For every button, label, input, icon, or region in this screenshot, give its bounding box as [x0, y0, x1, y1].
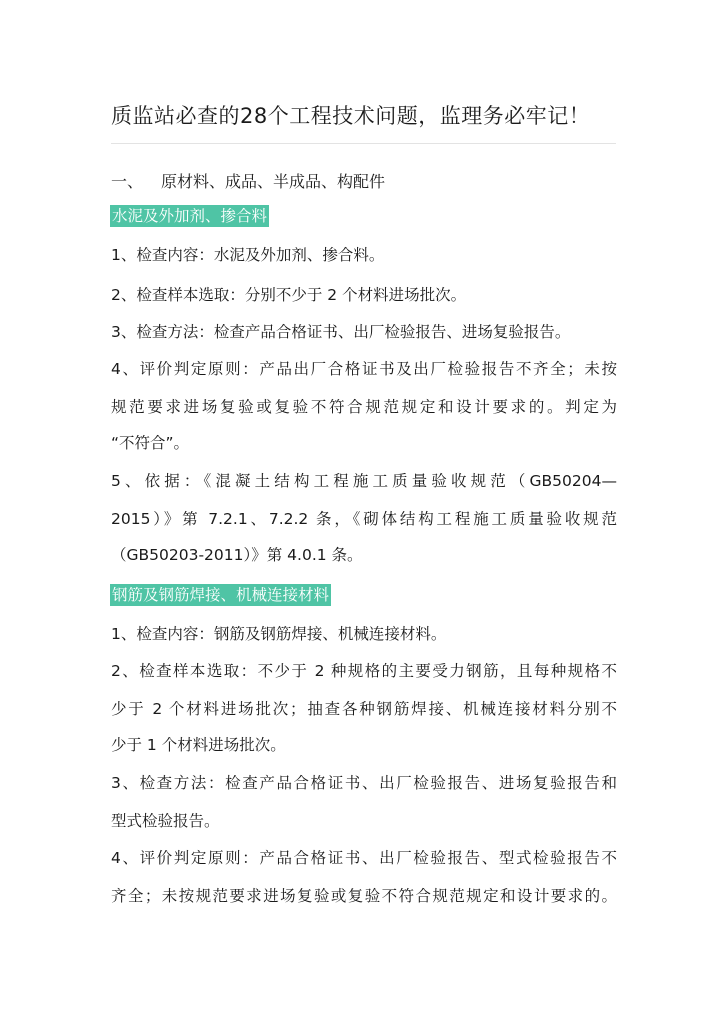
paragraph-line: 3、检查方法：检查产品合格证书、出厂检验报告、进场复验报告。 [111, 323, 571, 341]
paragraph-line: 少于 2 个材料进场批次；抽查各种钢筋焊接、机械连接材料分别不 [111, 700, 617, 718]
paragraph-line: 1、检查内容：水泥及外加剂、掺合料。 [111, 246, 385, 264]
paragraph-line: 2015）》第 7.2.1、7.2.2 条，《砌体结构工程施工质量验收规范 [111, 510, 617, 528]
section-heading [111, 170, 385, 194]
paragraph-line: 3、检查方法：检查产品合格证书、出厂检验报告、进场复验报告和 [111, 774, 617, 792]
paragraph-line: 2、检查样本选取：不少于 2 种规格的主要受力钢筋，且每种规格不 [111, 662, 617, 680]
page-title: 质监站必查的28个工程技术问题，监理务必牢记！ [111, 104, 591, 128]
paragraph-line: 5、依据：《混凝土结构工程施工质量验收规范（GB50204— [111, 472, 617, 490]
paragraph-line: 少于 1 个材料进场批次。 [111, 736, 286, 754]
paragraph-line: 2、检查样本选取：分别不少于 2 个材料进场批次。 [111, 286, 467, 304]
section-number: 一、 [111, 172, 144, 191]
paragraph-line: 型式检验报告。 [111, 812, 220, 830]
paragraph-line: 1、检查内容：钢筋及钢筋焊接、机械连接材料。 [111, 625, 447, 643]
paragraph-line: （GB50203-2011）》第 4.0.1 条。 [111, 546, 363, 564]
paragraph-line: “不符合”。 [111, 434, 190, 452]
paragraph-line: 规范要求进场复验或复验不符合规范规定和设计要求的。判定为 [111, 398, 617, 416]
tag-rebar-materials: 钢筋及钢筋焊接、机械连接材料 [112, 586, 330, 604]
paragraph-line: 4、评价判定原则：产品出厂合格证书及出厂检验报告不齐全；未按 [111, 360, 617, 378]
section-title: 原材料、成品、半成品、构配件 [161, 172, 386, 191]
tag-cement-admixtures: 水泥及外加剂、掺合料 [112, 207, 268, 225]
paragraph-line: 齐全；未按规范要求进场复验或复验不符合规范规定和设计要求的。 [111, 887, 617, 905]
title-divider [111, 143, 616, 144]
paragraph-line: 4、评价判定原则：产品合格证书、出厂检验报告、型式检验报告不 [111, 849, 617, 867]
